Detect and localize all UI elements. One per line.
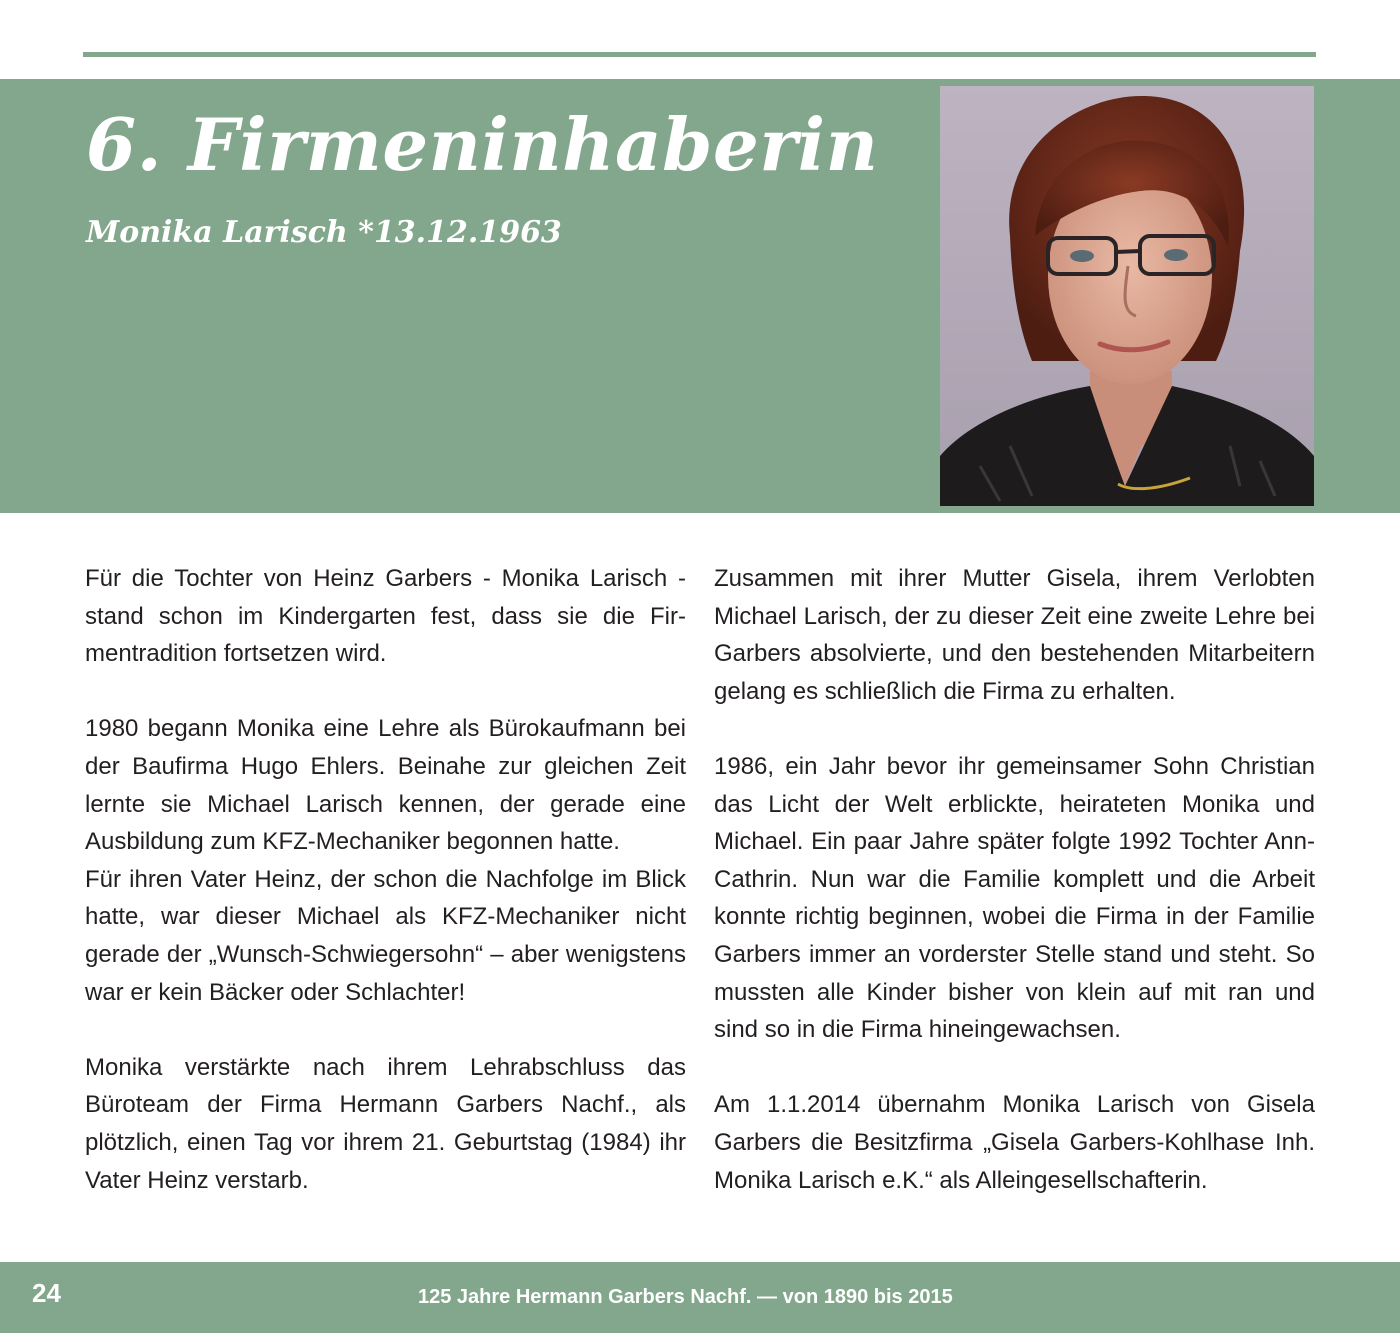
right-text-column xyxy=(714,560,1315,1237)
paragraph: Zusammen mit ihrer Mutter Gisela, ihrem Verlobten Michael Larisch, der zu dieser Zeit eine zweite Lehre bei Garbers absolvierte, und den bestehenden Mitarbeitern gelang es schließlich die Firma zu erhalten. xyxy=(714,565,1315,705)
chapter-title: 6. Firmeninhaberin xyxy=(86,102,879,187)
paragraph: Am 1.1.2014 übernahm Monika Larisch von Gisela Garbers die Besitzfirma „Gisela Garbers-Kohlhase Inh. Monika Larisch e.K.“ als Alleingesellschafterin. xyxy=(714,1091,1315,1194)
left-text-column xyxy=(85,560,686,1237)
top-rule xyxy=(83,52,1316,57)
portrait-photo-icon xyxy=(940,86,1314,506)
page-number: 24 xyxy=(32,1278,61,1308)
paragraph: Monika verstärkte nach ihrem Lehrabschluss das Büroteam der Firma Hermann Garbers Nachf., als plötzlich, einen Tag vor ihrem 21. Geburtstag (1984) ihr Vater Heinz verstarb. xyxy=(85,1053,686,1194)
paragraph: 1986, ein Jahr bevor ihr gemeinsamer Sohn Christian das Licht der Welt erblickte, heirateten Monika und Michael. Ein paar Jahre später folgte 1992 Tochter Ann-Cathrin. Nun war die Familie komplett und die Arbeit konnte richtig beginnen, wobei die Firma in der Familie Garbers immer an vorderster Stelle stand und steht. So mussten alle Kinder bisher von klein auf mit ran und sind so in die Firma hineingewachsen. xyxy=(714,752,1315,1044)
paragraph: Für ihren Vater Heinz, der schon die Nachfolge im Blick hatte, war dieser Michael als KFZ-Mechaniker nicht gerade der „Wunsch-Schwiegersohn“ – aber wenigstens war er kein Bäcker oder Schlachter! xyxy=(85,865,686,1006)
portrait-photo xyxy=(940,86,1314,506)
chapter-subtitle: Monika Larisch *13.12.1963 xyxy=(86,215,562,250)
paragraph: Für die Tochter von Heinz Garbers - Monika Larisch - stand schon im Kindergarten fest, dass sie die Firmentradition fortsetzen wird. xyxy=(85,565,686,668)
paragraph: 1980 begann Monika eine Lehre als Bürokaufmann bei der Baufirma Hugo Ehlers. Beinahe zur gleichen Zeit lernte sie Michael Larisch kennen, der gerade eine Ausbildung zum KFZ-Mechaniker begonnen hatte. xyxy=(85,715,686,856)
footer-text: 125 Jahre Hermann Garbers Nachf. — von 1890 bis 2015 xyxy=(418,1286,953,1308)
